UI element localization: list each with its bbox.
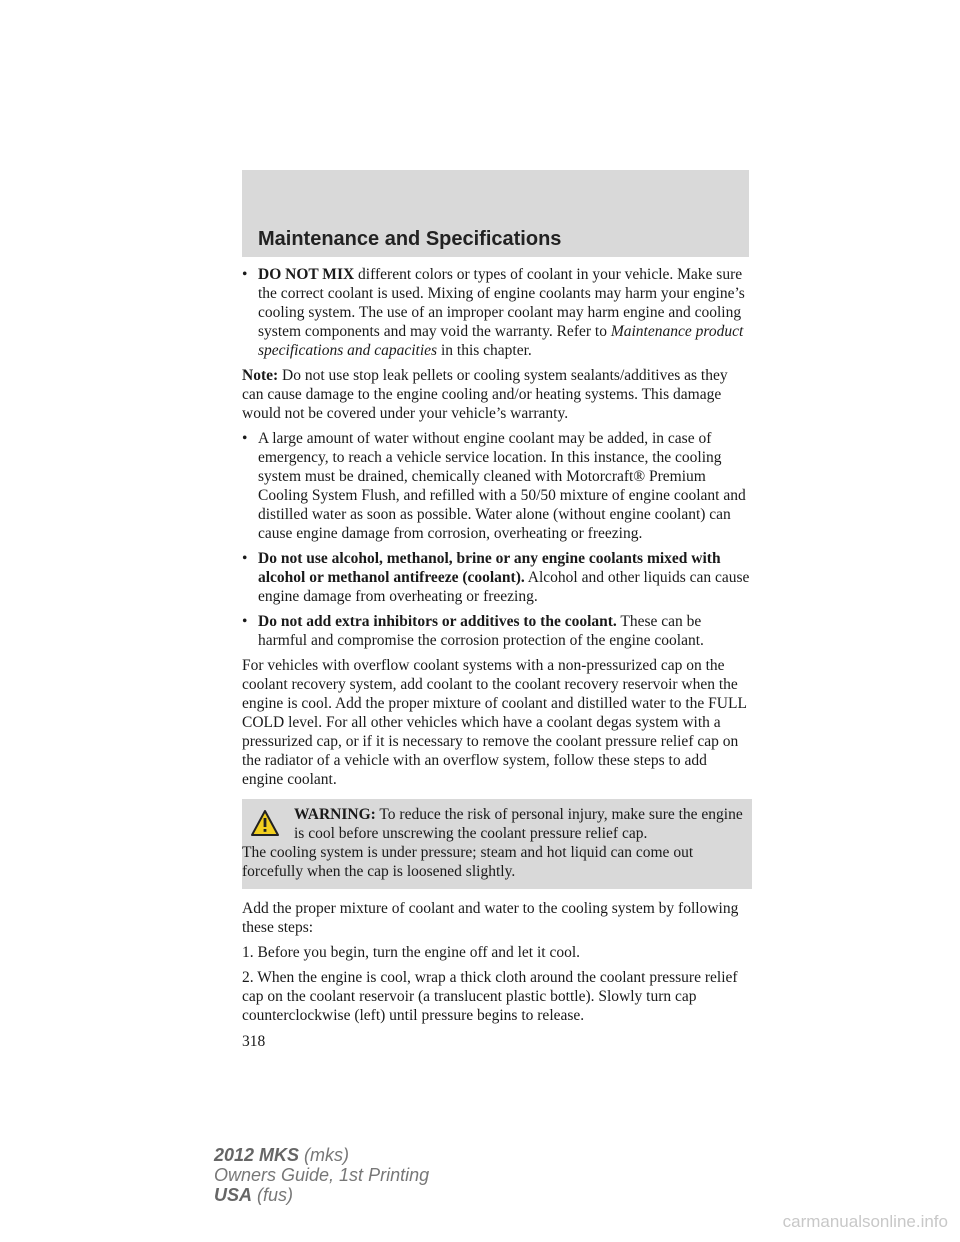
bullet-water-emergency [242,429,752,543]
footer-model: 2012 MKS [214,1145,300,1165]
footer-market-code: (fus) [252,1185,294,1205]
warning-triangle-icon [250,809,280,837]
bullet-no-additives [242,612,752,650]
bullet-dot: • [242,550,248,567]
note-text: Do not use stop leak pellets or cooling system sealants/additives as they can cause damage to the engine cooling and/or heating systems. This damage would not be covered under your vehicle’s warranty. [242,367,728,422]
bullet-text: A large amount of water without engine coolant may be added, in case of emergency, to reach a vehicle service location. In this instance, the cooling system must be drained, chemically cleaned with Motorcraft® Premium Cooling System Flush, and refilled with a 50/50 mixture of engine coolant and distilled water as soon as possible. Water alone (without engine coolant) can cause engine damage from corrosion, overheating or freezing. [258,430,746,542]
bullet-text: different colors or types of coolant in your vehicle. Make sure the correct coolant is used. Mixing of engine coolants may harm your engine’s cooling system. The use of an improper coolant may harm engine and cooling system components and may void the warranty. Refer to [258,266,745,340]
watermark: carmanualsonline.info [782,1212,948,1231]
bullet-no-alcohol [242,549,752,606]
footer-printing: Owners Guide, 1st Printing [214,1165,430,1185]
steps-intro: Add the proper mixture of coolant and water to the cooling system by following these steps: [242,900,739,936]
bullet-bold-lead: Do not add extra inhibitors or additives to the coolant. [258,613,617,630]
bullet-dot: • [242,613,248,630]
bullet-bold-lead: Do not use alcohol, methanol, brine or any engine coolants mixed with alcohol or methanol antifreeze (coolant). [258,550,721,586]
warning-label: WARNING: [294,806,376,823]
overflow-paragraph: For vehicles with overflow coolant systems with a non-pressurized cap on the coolant recovery system, add coolant to the coolant recovery reservoir when the engine is cool. Add the proper mixture of coolant and distilled water to the FULL COLD level. For all other vehicles which have a coolant degas system with a pressurized cap, or if it is necessary to remove the coolant pressure relief cap on the radiator of a vehicle with an overflow system, follow these steps to add engine coolant. [242,657,747,788]
warning-box [242,799,752,889]
note-label: Note: [242,367,279,384]
step-2: 2. When the engine is cool, wrap a thick cloth around the coolant pressure relief cap on the coolant reservoir (a translucent plastic bottle). Slowly turn cap counterclockwise (left) until pressure begins to release. [242,969,738,1024]
page-number: 318 [242,1033,266,1050]
footer-imprint [214,1145,429,1205]
section-title: Maintenance and Specifications [258,228,562,250]
note-paragraph [242,366,752,423]
bullet-do-not-mix [242,265,752,360]
footer-model-code: (mks) [299,1145,350,1165]
bullet-tail: in this chapter. [437,342,532,359]
footer-market: USA [214,1185,253,1205]
warning-text: To reduce the risk of personal injury, make sure the engine is cool before unscrewing the coolant pressure relief cap. [294,806,743,842]
warning-lead [242,805,746,843]
page-content [242,265,752,1031]
bullet-bold-lead: DO NOT MIX [258,266,355,283]
bullet-dot: • [242,266,248,283]
bullet-text: These can be harmful and compromise the corrosion protection of the engine coolant. [258,613,704,649]
cross-reference: Maintenance product specifications and capacities [258,323,744,359]
bullet-text: Alcohol and other liquids can cause engine damage from overheating or freezing. [258,569,750,605]
bullet-dot: • [242,430,248,447]
step-1: 1. Before you begin, turn the engine off and let it cool. [242,944,581,961]
warning-continuation: The cooling system is under pressure; steam and hot liquid can come out forcefully when the cap is loosened slightly. [242,844,694,880]
